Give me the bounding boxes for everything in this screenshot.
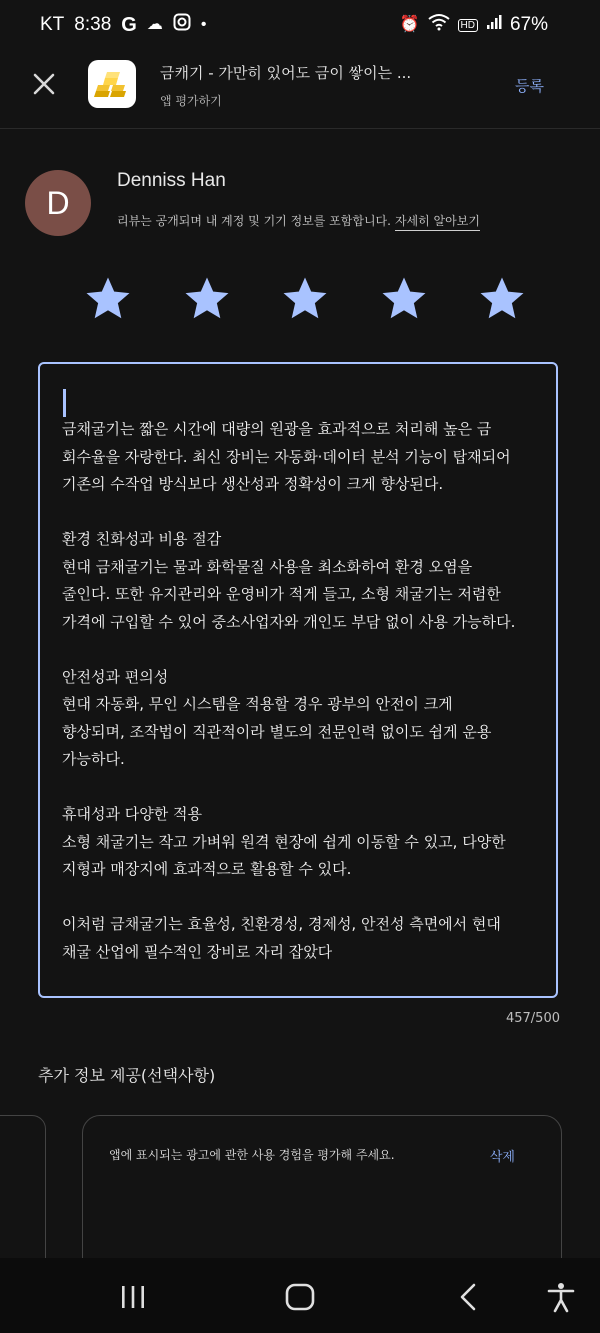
- system-nav-bar: [0, 1258, 600, 1333]
- battery-label: 67%: [509, 14, 548, 35]
- star-5-button[interactable]: [479, 276, 525, 322]
- close-button[interactable]: [28, 68, 60, 100]
- clock: 8:38: [74, 14, 112, 35]
- back-button[interactable]: [452, 1280, 486, 1314]
- submit-button[interactable]: 등록: [515, 77, 544, 95]
- star-3-button[interactable]: [282, 276, 328, 322]
- star-2-button[interactable]: [184, 276, 230, 322]
- app-icon: [88, 60, 136, 108]
- star-icon: [483, 280, 521, 316]
- star-rating: [85, 276, 525, 324]
- review-textarea[interactable]: [38, 362, 558, 998]
- header: [0, 50, 600, 129]
- recents-button[interactable]: [116, 1280, 150, 1314]
- notification-dot-icon: •: [200, 16, 207, 33]
- public-review-notice: [117, 212, 480, 229]
- extra-info-title: 추가 정보 제공(선택사항): [38, 1066, 216, 1085]
- instagram-icon: [173, 13, 191, 37]
- star-icon: [286, 280, 324, 316]
- character-counter: 457/500: [505, 1011, 560, 1026]
- app-title: 금캐기 - 가만히 있어도 금이 쌓이는 ...: [160, 64, 412, 82]
- accessibility-button[interactable]: [544, 1280, 578, 1314]
- back-icon: [452, 1280, 486, 1314]
- close-icon: [28, 68, 60, 100]
- signal-icon: [486, 14, 502, 36]
- status-bar: [0, 0, 600, 50]
- user-name: Denniss Han: [117, 170, 226, 191]
- accessibility-icon: [544, 1280, 578, 1314]
- hd-badge: HD: [458, 19, 478, 32]
- recents-icon: [116, 1280, 150, 1314]
- star-icon: [384, 280, 422, 316]
- star-icon: [89, 280, 127, 316]
- cloud-icon: ☁: [146, 16, 163, 33]
- star-icon: [187, 280, 225, 316]
- google-icon: G: [121, 14, 137, 36]
- page-subtitle: 앱 평가하기: [160, 94, 222, 108]
- star-4-button[interactable]: [381, 276, 427, 322]
- learn-more-link[interactable]: 자세히 알아보기: [395, 214, 480, 231]
- home-icon: [283, 1280, 317, 1314]
- carrier-label: KT: [40, 14, 65, 35]
- gold-bars-icon: [92, 67, 132, 101]
- home-button[interactable]: [283, 1280, 317, 1314]
- text-cursor: [63, 389, 66, 417]
- alarm-icon: ⏰: [399, 16, 420, 33]
- wifi-icon: [428, 13, 450, 37]
- review-text: 금채굴기는 짧은 시간에 대량의 원광을 효과적으로 처리해 높은 금 회수율을 자랑한다. 최신 장비는 자동화·데이터 분석 기능이 탑재되어 기존의 수작업 방식보다 생산성과 정확성이 크게 향상된다. 환경 친화성과 비용 절감 현대 금채굴기는 물과 화학물질 사용을 최소화하여 환경 오염을 줄인다. 또한 유지관리와 운영비가 적게 들고, 소형 채굴기는 저렴한 가격에 구입할 수 있어 중소사업자와 개인도 부담 없이 사용 가능하다. 안전성과 편의성 현대 자동화, 무인 시스템을 적용할 경우 광부의 안전이 크게 향상되며, 조작법이 직관적이라 별도의 전문인력 없이도 쉽게 운용 가능하다. 휴대성과 다양한 적용 소형 채굴기는 작고 가벼워 원격 현장에 쉽게 이동할 수 있고, 다양한 지형과 매장지에 효과적으로 활용할 수 있다. 이처럼 금채굴기는 효율성, 친환경성, 경제성, 안전성 측면에서 현대 채굴 산업에 필수적인 장비로 자리 잡았다: [62, 420, 516, 961]
- notice-text: 리뷰는 공개되며 내 계정 및 기기 정보를 포함합니다.: [117, 214, 391, 228]
- delete-button[interactable]: 삭제: [489, 1150, 515, 1165]
- star-1-button[interactable]: [85, 276, 131, 322]
- avatar: D: [25, 170, 91, 236]
- ads-experience-question: 앱에 표시되는 광고에 관한 사용 경험을 평가해 주세요.: [109, 1148, 395, 1162]
